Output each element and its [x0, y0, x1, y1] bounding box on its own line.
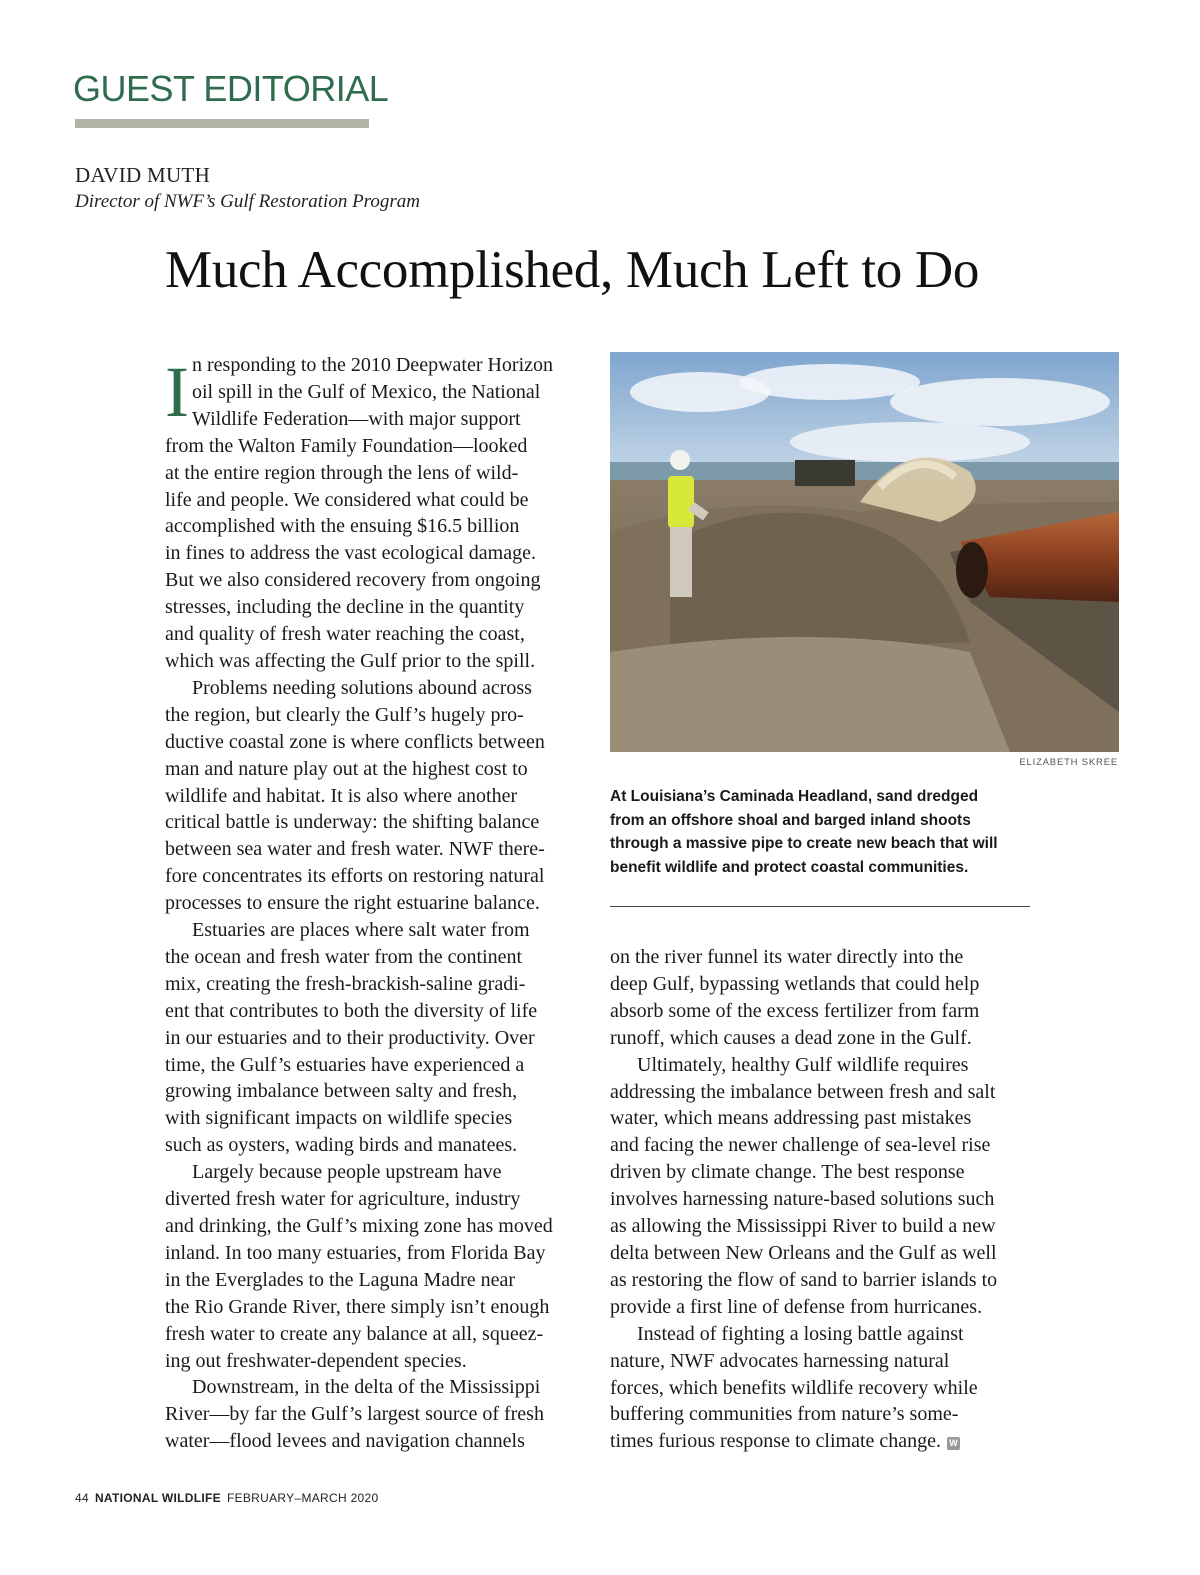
caption-line: benefit wildlife and protect coastal communities. — [610, 858, 969, 876]
text-line: such as oysters, wading birds and manatees. — [165, 1134, 518, 1157]
text-line: Ultimately, healthy Gulf wildlife requires — [637, 1053, 969, 1076]
author-title: Director of NWF’s Gulf Restoration Program — [75, 191, 420, 212]
text-line: ductive coastal zone is where conflicts between — [165, 730, 545, 753]
text-line: and quality of fresh water reaching the coast, — [165, 623, 525, 646]
text-line: and drinking, the Gulf’s mixing zone has moved — [165, 1215, 553, 1237]
text-line: delta between New Orleans and the Gulf as well — [610, 1241, 997, 1264]
text-line: forces, which benefits wildlife recovery while — [610, 1376, 978, 1399]
photo-caminada-headland — [610, 352, 1119, 752]
text-line: accomplished with the ensuing $16.5 billion — [165, 515, 520, 538]
text-line: Estuaries are places where salt water from — [192, 919, 530, 942]
text-line: in the Everglades to the Laguna Madre near — [165, 1268, 516, 1291]
article-column-left — [165, 352, 590, 1455]
caption-line: from an offshore shoal and barged inland shoots — [610, 811, 971, 829]
photo-illustration — [610, 352, 1119, 752]
text-line: Downstream, in the delta of the Mississippi — [192, 1376, 541, 1399]
text-line: and facing the newer challenge of sea-level rise — [610, 1134, 991, 1157]
caption-line: At Louisiana’s Caminada Headland, sand dredged — [610, 788, 979, 805]
text-line: in fines to address the vast ecological damage. — [165, 542, 536, 565]
text-line: diverted fresh water for agriculture, industry — [165, 1188, 521, 1211]
text-line: deep Gulf, bypassing wetlands that could help — [610, 972, 980, 995]
text-line: man and nature play out at the highest cost to — [165, 757, 528, 780]
photo-caption — [610, 785, 1040, 879]
text-line: water—flood levees and navigation channels — [165, 1430, 525, 1453]
text-line-content: times furious response to climate change. — [610, 1430, 942, 1453]
caption-line: through a massive pipe to create new beach that will — [610, 835, 998, 853]
page-footer — [75, 1491, 378, 1505]
text-line: between sea water and fresh water. NWF there- — [165, 838, 545, 861]
article-column-right — [610, 944, 1035, 1455]
text-line: ing out freshwater-dependent species. — [165, 1349, 467, 1372]
text-line: at the entire region through the lens of wild- — [165, 461, 519, 484]
text-line: Instead of fighting a losing battle against — [637, 1322, 964, 1345]
magazine-name: NATIONAL WILDLIFE — [94, 1491, 221, 1505]
text-line: ent that contributes to both the diversity of life — [165, 999, 538, 1022]
text-line: with significant impacts on wildlife species — [165, 1107, 513, 1130]
text-line: on the river funnel its water directly into the — [610, 946, 964, 968]
text-line: from the Walton Family Foundation—looked — [165, 434, 528, 457]
text-line: critical battle is underway: the shifting balance — [165, 811, 540, 834]
text-line: provide a first line of defense from hurricanes. — [610, 1295, 983, 1318]
text-line: addressing the imbalance between fresh and salt — [610, 1080, 996, 1103]
text-line: Largely because people upstream have — [192, 1161, 502, 1184]
text-line: runoff, which causes a dead zone in the Gulf. — [610, 1026, 972, 1049]
text-line: nature, NWF advocates harnessing natural — [610, 1349, 950, 1372]
text-line: as allowing the Mississippi River to build a new — [610, 1215, 996, 1238]
section-rule — [75, 119, 369, 128]
text-line: as restoring the flow of sand to barrier islands to — [610, 1268, 998, 1291]
text-line: the region, but clearly the Gulf’s hugely pro- — [165, 703, 524, 726]
text-line: the ocean and fresh water from the continent — [165, 945, 523, 968]
text-line: the Rio Grande River, there simply isn’t enough — [165, 1295, 550, 1318]
text-line: involves harnessing nature-based solutions such — [610, 1188, 995, 1211]
text-line — [610, 1428, 1035, 1455]
text-line: oil spill in the Gulf of Mexico, the National — [192, 380, 541, 403]
text-line: which was affecting the Gulf prior to the spill. — [165, 649, 536, 672]
text-line: driven by climate change. The best response — [610, 1161, 965, 1184]
text-line: wildlife and habitat. It is also where another — [165, 784, 518, 807]
text-line: water, which means addressing past mistakes — [610, 1107, 972, 1130]
issue-date: FEBRUARY–MARCH 2020 — [226, 1491, 379, 1505]
page-number: 44 — [75, 1491, 89, 1505]
headline: Much Accomplished, Much Left to Do — [165, 241, 980, 299]
author-name: DAVID MUTH — [75, 163, 211, 187]
text-line: fore concentrates its efforts on restoring natural — [165, 865, 545, 888]
text-line: River—by far the Gulf’s largest source of fresh — [165, 1403, 544, 1426]
text-line: Wildlife Federation—with major support — [192, 407, 521, 430]
text-line: absorb some of the excess fertilizer from farm — [610, 999, 980, 1022]
caption-rule — [610, 906, 1030, 907]
text-line: growing imbalance between salty and fresh, — [165, 1080, 518, 1103]
text-line: life and people. We considered what could be — [165, 488, 529, 511]
text-line: fresh water to create any balance at all, squeez- — [165, 1322, 544, 1345]
text-line: inland. In too many estuaries, from Florida Bay — [165, 1241, 546, 1264]
text-line: in our estuaries and to their productivity. Over — [165, 1026, 535, 1049]
text-line: processes to ensure the right estuarine balance. — [165, 892, 540, 915]
text-line: Problems needing solutions abound across — [192, 676, 532, 699]
text-line: time, the Gulf’s estuaries have experienced a — [165, 1053, 525, 1076]
end-mark-icon: W — [947, 1437, 960, 1450]
text-line: mix, creating the fresh-brackish-saline gradi- — [165, 972, 526, 995]
photo-credit: ELIZABETH SKREE — [1019, 757, 1118, 768]
text-line: stresses, including the decline in the quantity — [165, 596, 525, 619]
text-line: buffering communities from nature’s some- — [610, 1403, 959, 1426]
text-line: n responding to the 2010 Deepwater Horizon — [192, 354, 554, 376]
dropcap: I — [165, 352, 189, 432]
section-label: GUEST EDITORIAL — [73, 68, 389, 109]
text-line: But we also considered recovery from ongoing — [165, 569, 541, 592]
